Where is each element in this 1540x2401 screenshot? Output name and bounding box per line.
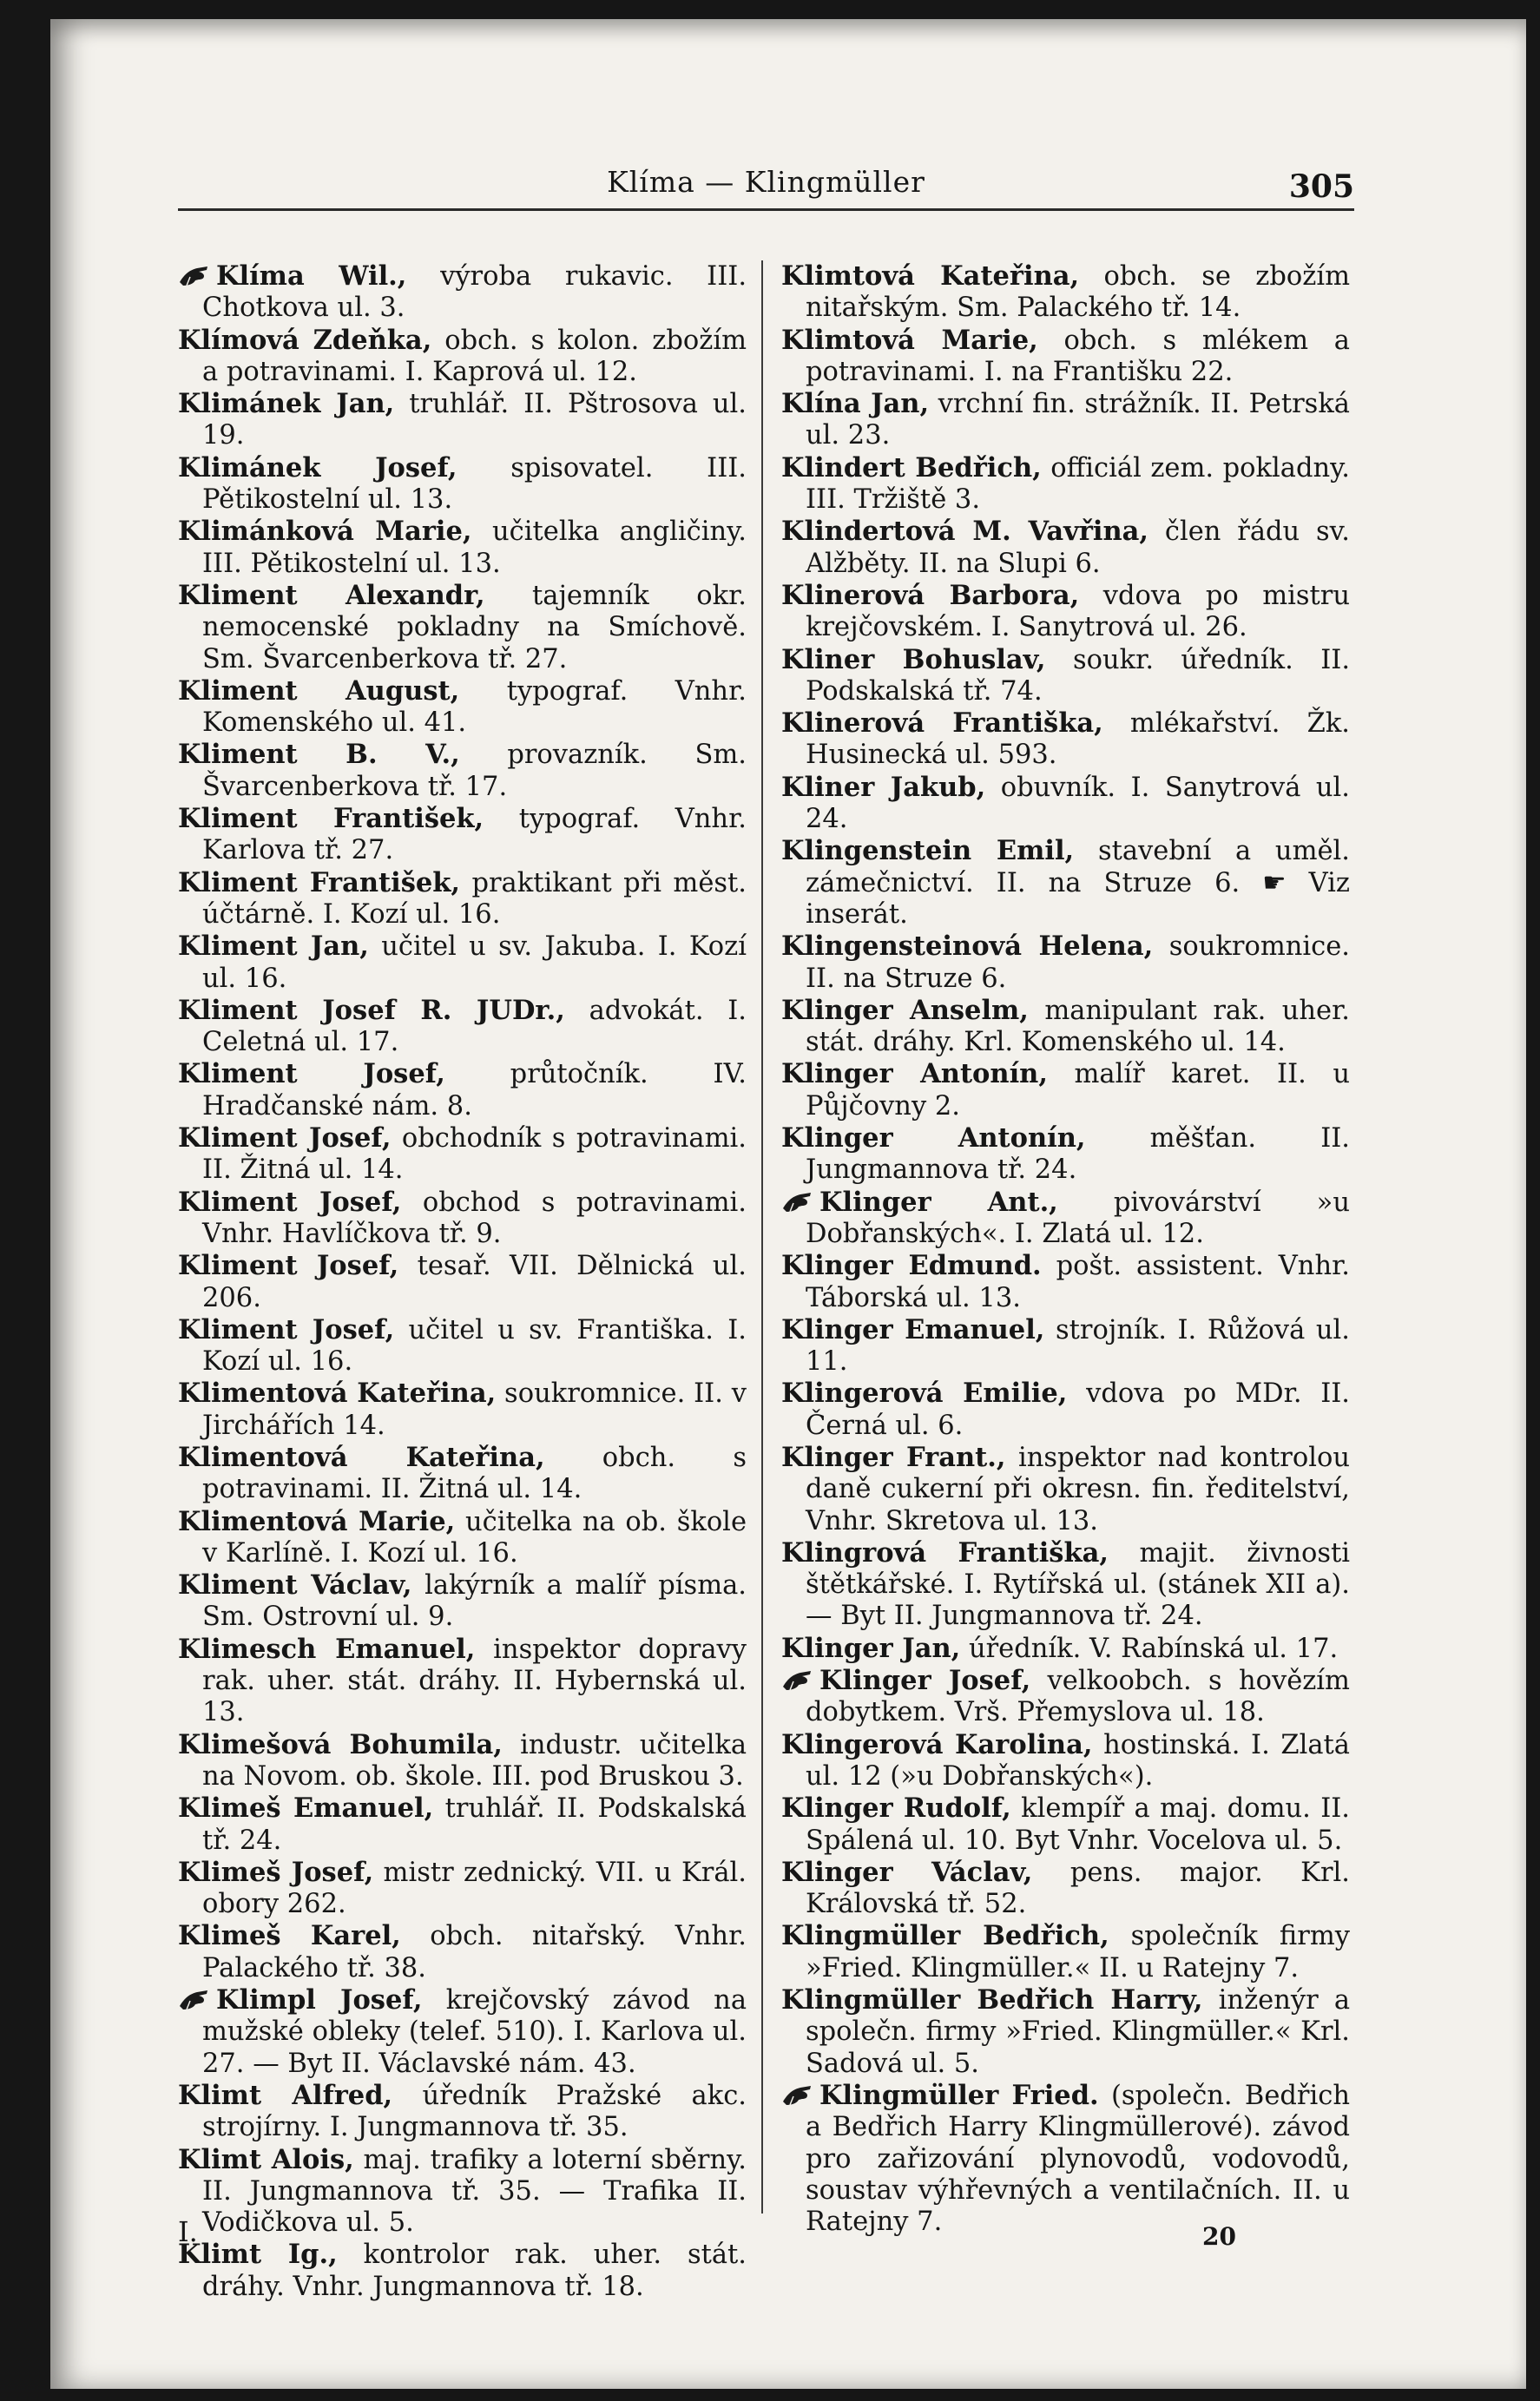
entry-name: Klinger Antonín, xyxy=(781,1058,1048,1090)
header-rule xyxy=(178,208,1354,211)
directory-entry xyxy=(781,2080,1350,2238)
entry-details: učitelka na ob. škole v Karlíně. I. Kozí ul. 16. xyxy=(202,1506,747,1569)
entry-details: obuvník. I. Sanytrová ul. 24. xyxy=(806,772,1350,835)
directory-entry xyxy=(781,1729,1350,1793)
directory-entry xyxy=(781,1122,1350,1187)
directory-entry xyxy=(178,580,747,675)
entry-details: officiál zem. pokladny. III. Tržiště 3. xyxy=(806,452,1350,516)
directory-entry xyxy=(178,867,747,931)
entry-details: obch. s kolon. zbožím a potravinami. I. Kaprová ul. 12. xyxy=(202,325,747,387)
directory-entry xyxy=(781,1793,1350,1857)
directory-entry xyxy=(178,995,747,1059)
entry-name: Klimtová Kateřina, xyxy=(781,260,1080,292)
entry-details: učitel u sv. Jakuba. I. Kozí ul. 16. xyxy=(202,931,747,994)
entry-details: strojník. I. Růžová ul. 11. xyxy=(806,1314,1350,1378)
directory-entry xyxy=(178,452,747,516)
entry-name: Klimesch Emanuel, xyxy=(178,1633,476,1665)
entry-details: mistr zednický. VII. u Král. obory 262. xyxy=(202,1857,747,1920)
entry-details: inspektor dopravy rak. uher. stát. dráhy. II. Hybernská ul. 13. xyxy=(202,1634,747,1728)
directory-entry xyxy=(178,1442,747,1506)
entry-name: Klimpl Josef, xyxy=(216,1984,423,2016)
entry-name: Klinger Josef, xyxy=(819,1665,1031,1697)
entry-name: Klinger Rudolf, xyxy=(781,1793,1011,1825)
entry-details: praktikant při měst. účtárně. I. Kozí ul. 16. xyxy=(202,867,747,930)
entry-details: industr. učitelka na Novom. ob. škole. III. pod Bruskou 3. xyxy=(202,1729,747,1792)
entry-details: úředník. V. Rabínská ul. 17. xyxy=(960,1633,1339,1664)
directory-entry xyxy=(781,1537,1350,1633)
entry-name: Klinger Václav, xyxy=(781,1856,1033,1888)
entry-name: Klinger Emanuel, xyxy=(781,1313,1045,1345)
entry-details: výroba rukavic. III. Chotkova ul. 3. xyxy=(202,261,747,324)
entry-name: Kliment Josef, xyxy=(178,1250,399,1282)
entry-name: Klimánek Jan, xyxy=(178,388,395,420)
entry-details: truhlář. II. Pštrosova ul. 19. xyxy=(202,389,747,451)
entry-name: Kliment Josef, xyxy=(178,1313,395,1345)
entry-details: pošt. assistent. Vnhr. Táborská ul. 13. xyxy=(806,1251,1351,1313)
entry-name: Kliment Josef, xyxy=(178,1058,445,1090)
directory-entry xyxy=(178,803,747,867)
entry-details: průtočník. IV. Hradčanské nám. 8. xyxy=(202,1059,747,1122)
entry-name: Kliment Josef, xyxy=(178,1186,402,1218)
entry-name: Klímová Zdeňka, xyxy=(178,324,432,356)
directory-entry xyxy=(781,835,1350,931)
directory-entry xyxy=(781,580,1350,644)
directory-entry xyxy=(178,1920,747,1984)
entry-details: spisovatel. III. Pětikostelní ul. 13. xyxy=(202,452,747,516)
entry-name: Kliner Bohuslav, xyxy=(781,643,1046,675)
entry-name: Klinger Anselm, xyxy=(781,994,1029,1026)
entry-name: Klinerová Barbora, xyxy=(781,579,1080,611)
directory-entry xyxy=(178,1122,747,1187)
entry-name: Klimeš Karel, xyxy=(178,1920,401,1952)
entry-details: obch. s mlékem a potravinami. I. na Františku 22. xyxy=(806,325,1350,387)
entry-name: Klimentová Kateřina, xyxy=(178,1378,497,1410)
entry-details: krejčovský závod na mužské obleky (telef. 510). I. Karlova ul. 27. — Byt II. Václavské nám. 43. xyxy=(202,1985,747,2079)
entry-name: Klimt Alfred, xyxy=(178,2079,393,2111)
directory-entry xyxy=(781,1665,1350,1729)
right-column xyxy=(781,260,1350,2238)
directory-entry xyxy=(178,1634,747,1729)
entry-name: Klimešová Bohumila, xyxy=(178,1728,503,1760)
directory-entry xyxy=(781,1442,1350,1537)
entry-details: (společn. Bedřich a Bedřich Harry Klingmüllerové). závod pro zařizování plynovodů, vodovodů, soustav výhřevných a ventilačních. II. u Ratejny 7. xyxy=(806,2080,1350,2238)
entry-name: Klimtová Marie, xyxy=(781,324,1038,356)
entry-details: provazník. Sm. Švarcenberkova tř. 17. xyxy=(202,740,747,802)
entry-details: vdova po MDr. II. Černá ul. 6. xyxy=(806,1378,1350,1441)
entry-name: Kliner Jakub, xyxy=(781,771,986,803)
directory-entry xyxy=(781,452,1350,516)
column-divider xyxy=(761,260,763,2214)
entry-name: Klimentová Marie, xyxy=(178,1505,456,1537)
entry-name: Klingrová Františka, xyxy=(781,1536,1109,1569)
directory-entry xyxy=(781,1378,1350,1442)
directory-entry xyxy=(178,1314,747,1378)
entry-details: soukromnice. II. na Struze 6. xyxy=(806,931,1350,994)
entry-details: obch. nitařský. Vnhr. Palackého tř. 38. xyxy=(202,1921,747,1983)
directory-entry xyxy=(781,644,1350,708)
directory-entry xyxy=(178,1250,747,1314)
directory-entry xyxy=(781,1633,1350,1665)
entry-name: Klimt Alois, xyxy=(178,2143,354,2175)
entry-details: truhlář. II. Podskalská tř. 24. xyxy=(202,1793,747,1856)
directory-entry xyxy=(781,1187,1350,1251)
directory-entry xyxy=(781,325,1350,389)
directory-entry xyxy=(178,1569,747,1634)
entry-name: Kliment František, xyxy=(178,803,484,835)
directory-entry xyxy=(178,1857,747,1921)
directory-entry xyxy=(178,2239,747,2303)
signature-mark-left: I. xyxy=(178,2215,198,2248)
entry-details: vdova po mistru krejčovském. I. Sanytrová ul. 26. xyxy=(806,580,1351,643)
entry-details: pens. major. Krl. Královská tř. 52. xyxy=(806,1857,1350,1920)
entry-name: Kliment Josef, xyxy=(178,1122,392,1154)
entry-details: soukr. úředník. II. Podskalská tř. 74. xyxy=(806,644,1351,707)
pointing-hand-icon xyxy=(178,265,211,287)
entry-name: Klingerová Karolina, xyxy=(781,1728,1093,1760)
pointing-hand-icon xyxy=(781,1669,814,1692)
entry-details: hostinská. I. Zlatá ul. 12 (»u Dobřanských«). xyxy=(806,1729,1350,1792)
entry-name: Klinger Antonín, xyxy=(781,1122,1086,1154)
pointing-hand-icon xyxy=(781,2084,814,2107)
pointing-hand-icon xyxy=(781,1191,814,1214)
entry-name: Kliment František, xyxy=(178,866,461,898)
entry-name: Klingmüller Fried. xyxy=(819,2079,1099,2111)
directory-entry xyxy=(781,260,1350,325)
entry-details: velkoobch. s hovězím dobytkem. Vrš. Přemyslova ul. 18. xyxy=(806,1666,1350,1728)
entry-details: obchodník s potravinami. II. Žitná ul. 14. xyxy=(202,1123,747,1186)
directory-entry xyxy=(178,1378,747,1442)
running-head: Klíma — Klingmüller xyxy=(607,165,925,199)
entry-details: úředník Pražské akc. strojírny. I. Jungmannova tř. 35. xyxy=(202,2080,747,2143)
entry-name: Klíma Wil., xyxy=(216,260,407,292)
directory-entry xyxy=(178,1984,747,2080)
directory-entry xyxy=(781,1857,1350,1921)
entry-details: společník firmy »Fried. Klingmüller.« II. u Ratejny 7. xyxy=(806,1921,1350,1983)
entry-name: Klimeš Josef, xyxy=(178,1856,374,1888)
directory-entry xyxy=(178,1506,747,1570)
pointing-hand-icon xyxy=(178,1989,211,2011)
entry-name: Klimánek Josef, xyxy=(178,451,457,483)
directory-entry xyxy=(178,739,747,803)
entry-name: Klinger Frant., xyxy=(781,1441,1006,1473)
directory-entry xyxy=(781,772,1350,836)
directory-entry xyxy=(178,2144,747,2240)
directory-entry xyxy=(781,931,1350,995)
directory-entry xyxy=(781,1314,1350,1378)
directory-entry xyxy=(178,2080,747,2144)
entry-details: stavební a uměl. zámečnictví. II. na Struze 6. ☛ Viz inserát. xyxy=(806,836,1350,930)
page-number: 305 xyxy=(1288,168,1354,205)
entry-details: učitel u sv. Františka. I. Kozí ul. 16. xyxy=(202,1314,747,1378)
entry-details: kontrolor rak. uher. stát. dráhy. Vnhr. Jungmannova tř. 18. xyxy=(202,2240,747,2302)
directory-entry xyxy=(781,707,1350,772)
entry-name: Kliment Alexandr, xyxy=(178,579,485,611)
directory-entry xyxy=(178,260,747,325)
entry-details: maj. trafiky a loterní sběrny. II. Jungmannova tř. 35. — Trafika II. Vodičkova ul. 5. xyxy=(202,2144,747,2239)
directory-entry xyxy=(781,995,1350,1059)
directory-entry xyxy=(781,1250,1350,1314)
entry-name: Klingenstein Emil, xyxy=(781,835,1075,867)
entry-details: tajemník okr. nemocenské pokladny na Smíchově. Sm. Švarcenberkova tř. 27. xyxy=(202,580,747,674)
directory-entry xyxy=(178,1729,747,1793)
entry-name: Kliment Václav, xyxy=(178,1569,412,1602)
entry-name: Kliment Jan, xyxy=(178,931,369,963)
entry-name: Kliment B. V., xyxy=(178,739,460,771)
entry-details: malíř karet. II. u Půjčovny 2. xyxy=(806,1059,1350,1122)
entry-details: advokát. I. Celetná ul. 17. xyxy=(202,995,747,1058)
entry-name: Klimentová Kateřina, xyxy=(178,1441,545,1473)
entry-details: manipulant rak. uher. stát. dráhy. Krl. Komenského ul. 14. xyxy=(806,995,1351,1058)
entry-details: tesař. VII. Dělnická ul. 206. xyxy=(202,1251,747,1313)
entry-name: Klimeš Emanuel, xyxy=(178,1793,434,1825)
entry-name: Klinerová Františka, xyxy=(781,707,1103,740)
entry-name: Klinger Jan, xyxy=(781,1632,961,1664)
directory-entry xyxy=(178,931,747,995)
page-header xyxy=(178,156,1354,208)
entry-details: inspektor nad kontrolou daně cukerní při okresn. fin. ředitelství, Vnhr. Skretova ul. 13. xyxy=(806,1442,1350,1536)
entry-details: typograf. Vnhr. Karlova tř. 27. xyxy=(202,804,747,866)
entry-name: Klingensteinová Helena, xyxy=(781,931,1154,963)
left-column xyxy=(178,260,747,2303)
directory-entry xyxy=(178,1058,747,1122)
directory-entry xyxy=(781,516,1350,580)
directory-entry xyxy=(781,1920,1350,1984)
entry-name: Klimánková Marie, xyxy=(178,516,472,548)
entry-name: Klingerová Emilie, xyxy=(781,1378,1068,1410)
entry-name: Klinger Ant., xyxy=(819,1186,1058,1218)
directory-entry xyxy=(781,388,1350,452)
entry-details: typograf. Vnhr. Komenského ul. 41. xyxy=(202,675,747,739)
directory-entry xyxy=(178,675,747,740)
entry-name: Klingmüller Bedřich Harry, xyxy=(781,1984,1203,2016)
directory-entry xyxy=(178,1187,747,1251)
entry-details: klempíř a maj. domu. II. Spálená ul. 10. Byt Vnhr. Vocelova ul. 5. xyxy=(806,1793,1350,1856)
entry-details: inženýr a společn. firmy »Fried. Klingmüller.« Krl. Sadová ul. 5. xyxy=(806,1985,1350,2079)
entry-name: Kliment August, xyxy=(178,674,460,707)
signature-mark-right: 20 xyxy=(1202,2222,1236,2251)
entry-details: obch. s potravinami. II. Žitná ul. 14. xyxy=(202,1442,747,1505)
entry-details: obch. se zbožím nitařským. Sm. Palackého tř. 14. xyxy=(806,261,1351,324)
entry-name: Kliment Josef R. JUDr., xyxy=(178,994,565,1026)
entry-details: mlékařství. Žk. Husinecká ul. 593. xyxy=(806,708,1350,771)
entry-details: pivovárství »u Dobřanských«. I. Zlatá ul. 12. xyxy=(806,1187,1350,1249)
entry-name: Klindertová M. Vavřina, xyxy=(781,516,1149,548)
entry-name: Klína Jan, xyxy=(781,388,930,420)
directory-entry xyxy=(781,1058,1350,1122)
directory-entry xyxy=(178,516,747,580)
directory-entry xyxy=(781,1984,1350,2080)
entry-name: Klinger Edmund. xyxy=(781,1250,1042,1282)
entry-name: Klimt Ig., xyxy=(178,2239,338,2271)
directory-entry xyxy=(178,325,747,389)
entry-details: vrchní fin. strážník. II. Petrská ul. 23. xyxy=(806,389,1350,451)
entry-details: obchod s potravinami. Vnhr. Havlíčkova tř. 9. xyxy=(202,1187,747,1249)
entry-details: učitelka angličiny. III. Pětikostelní ul. 13. xyxy=(202,516,747,579)
directory-entry xyxy=(178,1793,747,1857)
entry-details: člen řádu sv. Alžběty. II. na Slupi 6. xyxy=(806,516,1350,579)
directory-entry xyxy=(178,388,747,452)
entry-details: lakýrník a malíř písma. Sm. Ostrovní ul. 9. xyxy=(202,1570,747,1633)
entry-details: soukromnice. II. v Jirchářích 14. xyxy=(202,1378,747,1441)
entry-details: měšťan. II. Jungmannova tř. 24. xyxy=(806,1123,1350,1186)
entry-name: Klindert Bedřich, xyxy=(781,451,1042,483)
entry-name: Klingmüller Bedřich, xyxy=(781,1920,1109,1952)
entry-details: majit. živnosti štětkářské. I. Rytířská ul. (stánek XII a). — Byt II. Jungmannova tř. 24. xyxy=(806,1537,1350,1632)
